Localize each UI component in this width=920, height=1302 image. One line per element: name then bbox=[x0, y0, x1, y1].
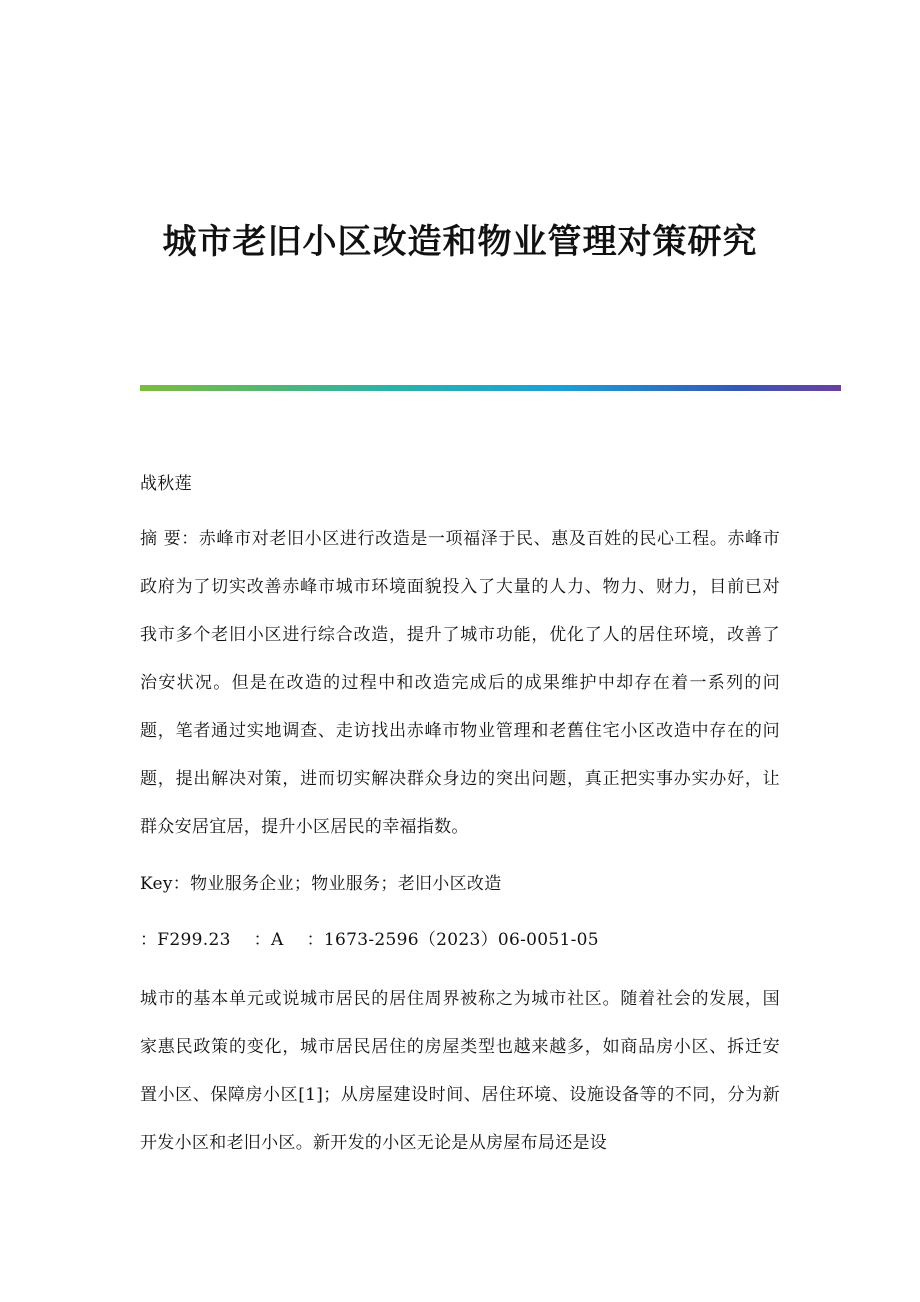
abstract-label: 摘 要： bbox=[140, 529, 199, 549]
document-title: 城市老旧小区改造和物业管理对策研究 bbox=[162, 222, 758, 262]
abstract-text: 赤峰市对老旧小区进行改造是一项福泽于民、惠及百姓的民心工程。赤峰市政府为了切实改善赤峰市城市环境面貌投入了大量的人力、物力、财力，目前已对我市多个老旧小区进行综合改造，提升了城市功能，优化了人的居住环境，改善了治安状况。但是在改造的过程中和改造完成后的成果维护中却存在着一系列的问题，笔者通过实地调查、走访找出赤峰市物业管理和老舊住宅小区改造中存在的问题，提出解决对策，进而切实解决群众身边的突出问题，真正把实事办实办好，让群众安居宜居，提升小区居民的幸福指数。 bbox=[140, 529, 780, 837]
body-paragraph: 城市的基本单元或说城市居民的居住周界被称之为城市社区。随着社会的发展，国家惠民政策的变化，城市居民居住的房屋类型也越来越多，如商品房小区、拆迁安置小区、保障房小区[1]；从房屋建设时间、居住环境、设施设备等的不同，分为新开发小区和老旧小区。新开发的小区无论是从房屋布局还是设 bbox=[140, 989, 780, 1153]
keywords-text: 物业服务企业；物业服务；老旧小区改造 bbox=[190, 874, 502, 894]
classification-line: ：F299.23 ：A ：1673-2596（2023）06-0051-05 bbox=[140, 930, 599, 950]
abstract-paragraph bbox=[140, 515, 780, 851]
title-divider bbox=[140, 385, 841, 391]
author-name: 战秋莲 bbox=[140, 474, 192, 494]
keywords-line bbox=[140, 860, 780, 908]
keywords-label: Key： bbox=[140, 874, 191, 894]
